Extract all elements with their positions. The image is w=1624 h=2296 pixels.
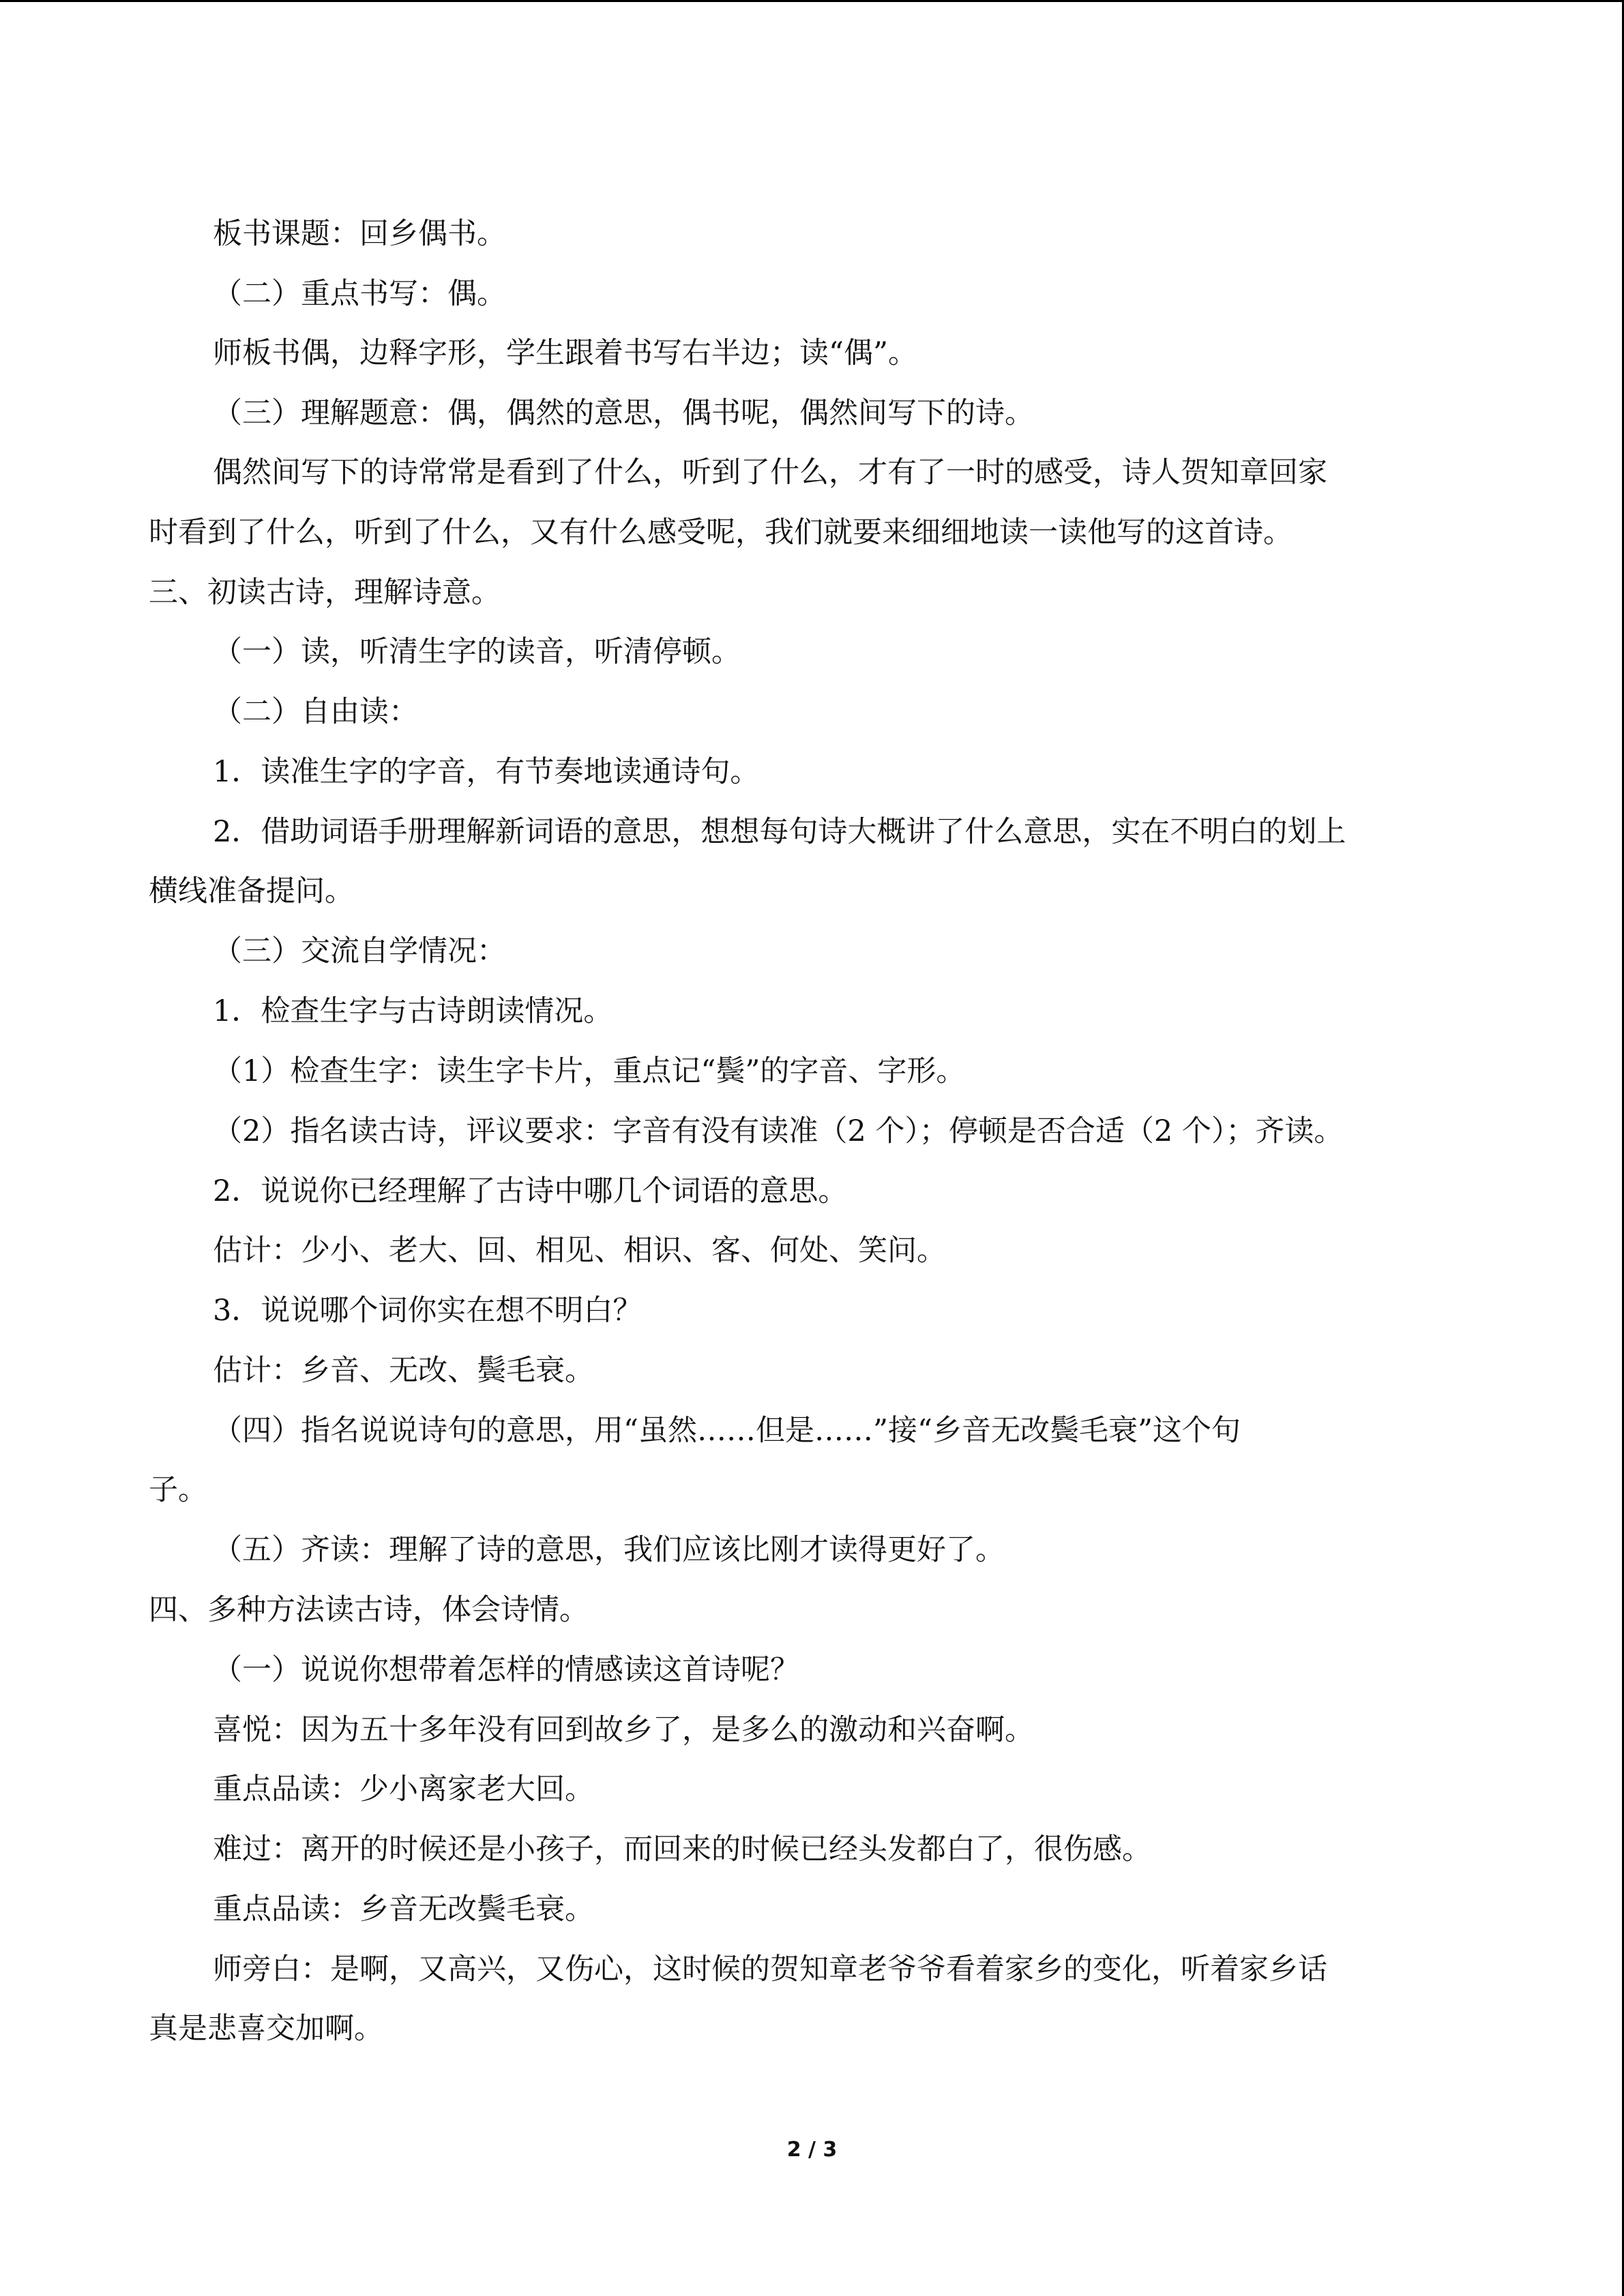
text-line: （一）说说你想带着怎样的情感读这首诗呢？	[213, 1653, 799, 1687]
text-line: （三）理解题意：偶，偶然的意思，偶书呢，偶然间写下的诗。	[213, 396, 1034, 430]
text-line: （四）指名说说诗句的意思，用“虽然……但是……”接“乡音无改鬓毛衰”这个句	[213, 1414, 1241, 1448]
text-line: 师旁白：是啊，又高兴，又伤心，这时候的贺知章老爷爷看着家乡的变化，听着家乡话	[213, 1952, 1327, 1986]
page-top-border	[0, 0, 1624, 2]
text-line: 估计：乡音、无改、鬓毛衰。	[213, 1354, 594, 1388]
text-line: 重点品读：少小离家老大回。	[213, 1772, 594, 1806]
text-line: （二）重点书写：偶。	[213, 277, 506, 311]
text-line: （三）交流自学情况：	[213, 934, 506, 968]
page-number: 2 / 3	[786, 2138, 838, 2162]
text-line: 1．检查生字与古诗朗读情况。	[213, 994, 613, 1028]
text-line: 偶然间写下的诗常常是看到了什么，听到了什么，才有了一时的感受，诗人贺知章回家	[213, 456, 1327, 490]
text-line: 时看到了什么，听到了什么，又有什么感受呢，我们就要来细细地读一读他写的这首诗。	[149, 516, 1293, 550]
text-line: （五）齐读：理解了诗的意思，我们应该比刚才读得更好了。	[213, 1533, 1005, 1567]
section-heading: 四、多种方法读古诗，体会诗情。	[149, 1593, 589, 1627]
text-line: 喜悦：因为五十多年没有回到故乡了，是多么的激动和兴奋啊。	[213, 1713, 1034, 1747]
text-line: 板书课题：回乡偶书。	[213, 217, 506, 251]
section-heading: 三、初读古诗，理解诗意。	[149, 576, 501, 610]
text-line: 师板书偶，边释字形，学生跟着书写右半边；读“偶”。	[213, 336, 917, 370]
text-line: 1．读准生字的字音，有节奏地读通诗句。	[213, 755, 760, 789]
text-line: （二）自由读：	[213, 695, 418, 729]
text-line: 真是悲喜交加啊。	[149, 2012, 383, 2046]
text-line: （1）检查生字：读生字卡片，重点记“鬓”的字音、字形。	[213, 1054, 966, 1088]
text-line: 难过：离开的时候还是小孩子，而回来的时候已经头发都白了，很伤感。	[213, 1832, 1151, 1866]
text-line: 2．说说你已经理解了古诗中哪几个词语的意思。	[213, 1174, 848, 1208]
text-line: 横线准备提问。	[149, 874, 354, 908]
text-line: 3．说说哪个词你实在想不明白？	[213, 1294, 643, 1328]
text-line: 子。	[149, 1473, 207, 1507]
text-line: 2．借助词语手册理解新词语的意思，想想每句诗大概讲了什么意思，实在不明白的划上	[213, 815, 1346, 849]
text-line: （一）读，听清生字的读音，听清停顿。	[213, 635, 741, 669]
text-line: （2）指名读古诗，评议要求：字音有没有读准（2 个）；停顿是否合适（2 个）；齐读。	[213, 1114, 1344, 1148]
text-line: 重点品读：乡音无改鬓毛衰。	[213, 1892, 594, 1926]
text-line: 估计：少小、老大、回、相见、相识、客、何处、笑问。	[213, 1234, 946, 1268]
